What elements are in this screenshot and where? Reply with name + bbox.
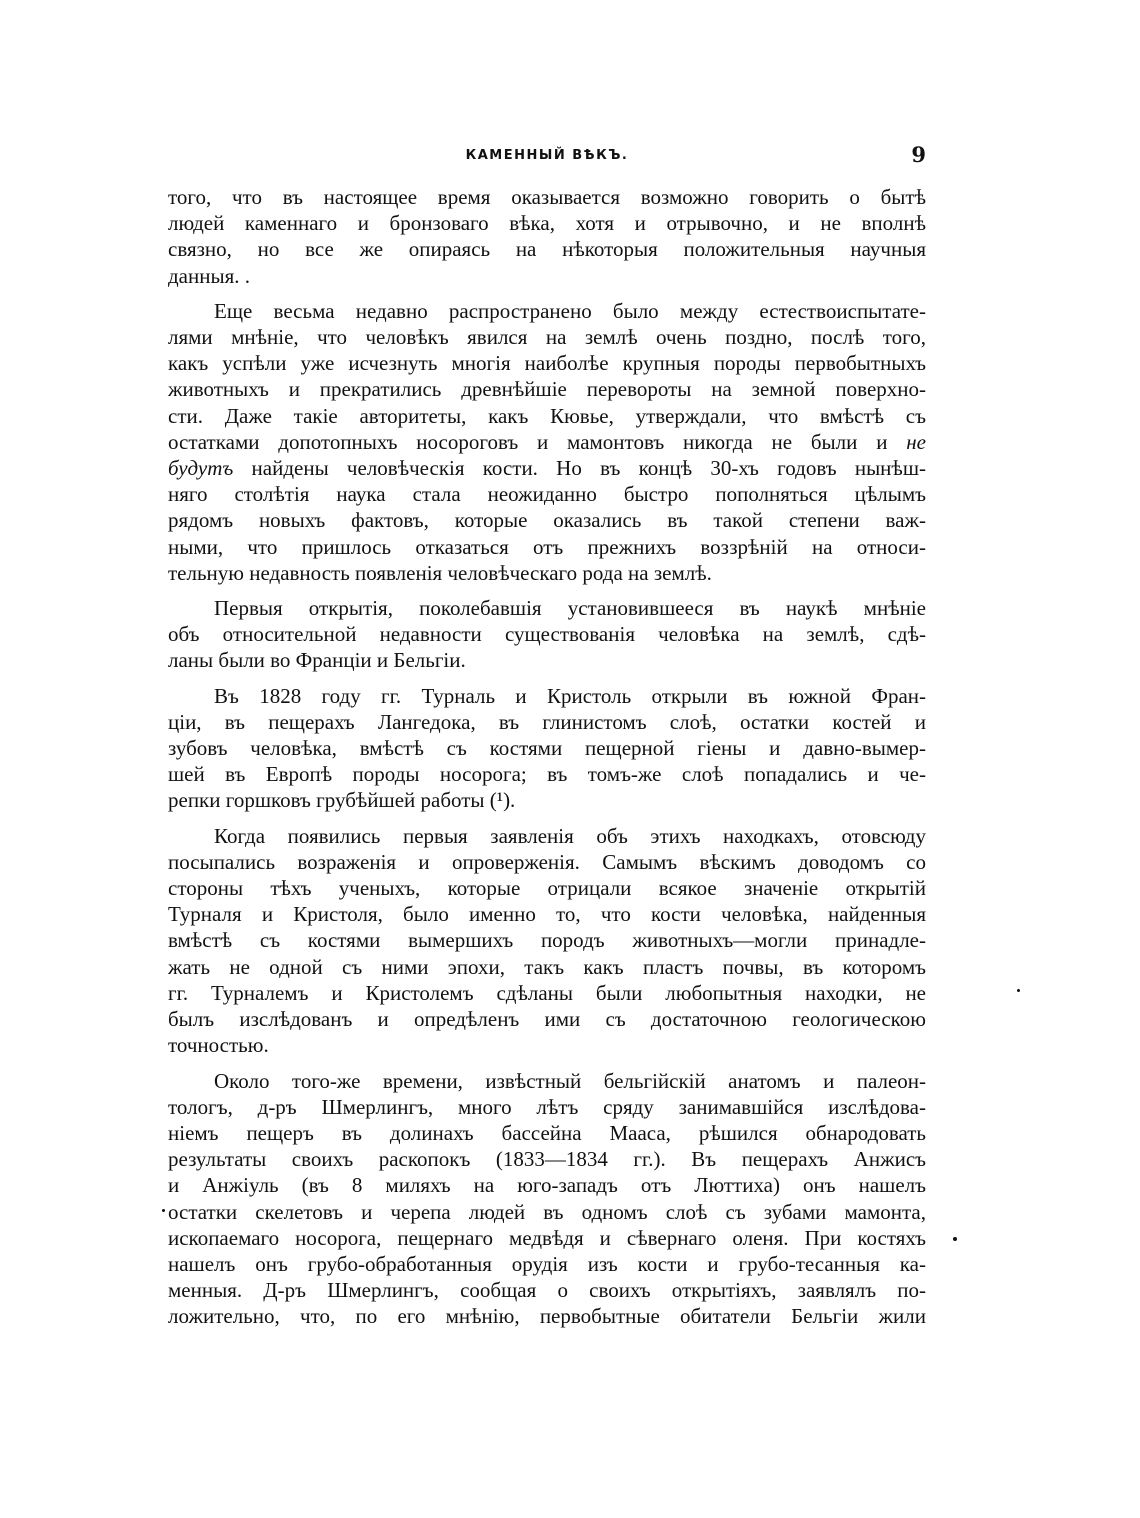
text-line: Когда появились первыя заявленія объ этихъ находкахъ, отовсюду <box>214 823 926 848</box>
text-line: ціи, въ пещерахъ Лангедока, въ глинистомъ слоѣ, остатки костей и <box>168 709 926 734</box>
paragraph-6 <box>168 1068 926 1330</box>
text-line: какъ успѣли уже исчезнуть многія наиболѣе крупныя породы первобытныхъ <box>168 351 926 376</box>
text-line-with-italic <box>168 429 926 455</box>
text-line: шей въ Европѣ породы носорога; въ томъ-же слоѣ попадались и че- <box>168 762 926 787</box>
text-line: Турналя и Кристоля, было именно то, что кости человѣка, найденныя <box>168 902 926 927</box>
text-line: былъ изслѣдованъ и опредѣленъ ими съ достаточною геологическою <box>168 1007 926 1032</box>
text-line: рядомъ новыхъ фактовъ, которые оказались въ такой степени важ- <box>168 508 926 533</box>
text-line: тологъ, д-ръ Шмерлингъ, много лѣтъ сряду занимавшійся изслѣдова- <box>168 1094 926 1119</box>
text-segment: найдены человѣческія кости. Но въ концѣ 30-хъ годовъ нынѣш- <box>251 456 926 481</box>
text-line: ланы были во Франціи и Бельгіи. <box>168 648 466 673</box>
text-line: нашелъ онъ грубо-обработанныя орудія изъ кости и грубо-тесанныя ка- <box>168 1251 926 1276</box>
scan-speck <box>162 1209 165 1212</box>
text-line: ными, что пришлось отказаться отъ прежнихъ воззрѣній на относи- <box>168 534 926 559</box>
text-segment: остатками допотопныхъ носороговъ и мамонтовъ никогда не были и <box>168 429 888 454</box>
text-line: точностью. <box>168 1033 269 1058</box>
text-line-with-italic <box>168 455 926 481</box>
text-line: лями мнѣніе, что человѣкъ явился на землѣ очень поздно, послѣ того, <box>168 325 926 350</box>
text-line: того, что въ настоящее время оказывается возможно говорить о бытѣ <box>168 185 926 209</box>
text-line: вмѣстѣ съ костями вымершихъ породъ животныхъ—могли принадле- <box>168 928 926 953</box>
text-line: связно, но все же опираясь на нѣкоторыя положительныя научныя <box>168 237 926 262</box>
text-line: Около того-же времени, извѣстный бельгійскій анатомъ и палеон- <box>214 1068 926 1093</box>
text-line: стороны тѣхъ ученыхъ, которые отрицали всякое значеніе открытій <box>168 876 926 901</box>
text-line: и Анжіуль (въ 8 миляхъ на юго-западъ отъ Люттиха) онъ нашелъ <box>168 1173 926 1198</box>
paragraph-5 <box>168 823 926 1059</box>
text-line: данныя. . <box>168 263 251 288</box>
paragraph-3 <box>168 595 926 674</box>
text-line: менныя. Д-ръ Шмерлингъ, сообщая о своихъ открытіяхъ, заявлялъ по- <box>168 1278 926 1303</box>
text-line: Въ 1828 году гг. Турналь и Кристоль открыли въ южной Фран- <box>214 683 926 708</box>
body-text <box>168 184 926 1339</box>
page-number: 9 <box>911 142 926 167</box>
text-line: няго столѣтія наука стала неожиданно быстро пополняться цѣлымъ <box>168 482 926 507</box>
text-line: Еще весьма недавно распространено было между естествоиспытате- <box>214 298 926 323</box>
text-line: ніемъ пещеръ въ долинахъ бассейна Мааса, рѣшился обнародовать <box>168 1120 926 1145</box>
text-line: гг. Турналемъ и Кристолемъ сдѣланы были любопытныя находки, не <box>168 980 926 1005</box>
italic-word: не <box>906 429 926 454</box>
text-line: репки горшковъ грубѣйшей работы (¹). <box>168 788 516 813</box>
running-title: КАМЕННЫЙ ВѢКЪ. <box>465 148 629 163</box>
paragraph-2 <box>168 298 926 586</box>
text-line: Первыя открытія, поколебавшія установившееся въ наукѣ мнѣніе <box>214 596 926 621</box>
text-line: результаты своихъ раскопокъ (1833—1834 гг.). Въ пещерахъ Анжисъ <box>168 1147 926 1172</box>
text-line: объ относительной недавности существованія человѣка на землѣ, сдѣ- <box>168 622 926 647</box>
text-line: зубовъ человѣка, вмѣстѣ съ костями пещерной гіены и давно-вымер- <box>168 736 926 761</box>
running-head <box>168 142 926 172</box>
text-line: ископаемаго носорога, пещернаго медвѣдя и сѣвернаго оленя. При костяхъ <box>168 1225 926 1250</box>
text-line: ложительно, что, по его мнѣнію, первобытные обитатели Бельгіи жили <box>168 1304 926 1329</box>
text-line: сти. Даже такіе авторитеты, какъ Кювье, утверждали, что вмѣстѣ съ <box>168 403 926 428</box>
text-line: людей каменнаго и бронзоваго вѣка, хотя и отрывочно, и не вполнѣ <box>168 211 926 236</box>
text-line: жать не одной съ ними эпохи, такъ какъ пластъ почвы, въ которомъ <box>168 954 926 979</box>
paragraph-1 <box>168 184 926 289</box>
text-line: посыпались возраженія и опроверженія. Самымъ вѣскимъ доводомъ со <box>168 849 926 874</box>
text-line: животныхъ и прекратились древнѣйшіе перевороты на земной поверхно- <box>168 377 926 402</box>
scan-speck <box>953 1237 957 1241</box>
scan-speck <box>1017 989 1020 992</box>
text-line: тельную недавность появленія человѣческаго рода на землѣ. <box>168 560 712 585</box>
italic-word: будутъ <box>168 456 234 481</box>
text-line: остатки скелетовъ и черепа людей въ одномъ слоѣ съ зубами мамонта, <box>168 1199 926 1224</box>
paragraph-4 <box>168 683 926 814</box>
